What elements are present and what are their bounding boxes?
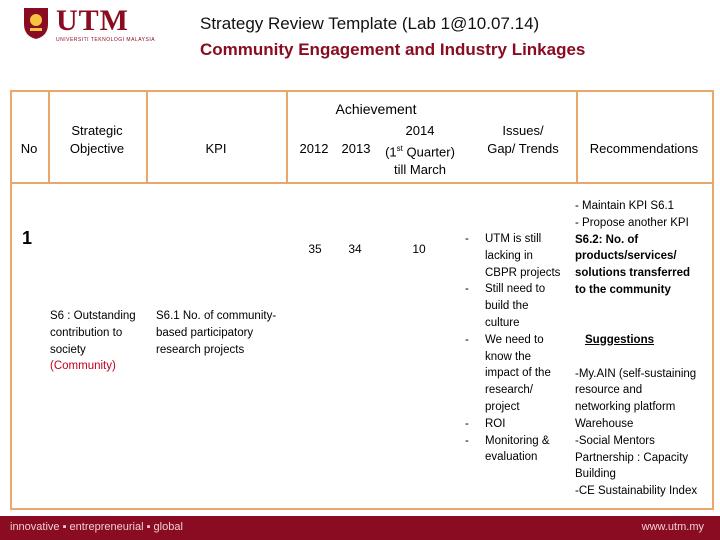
issue-line: build the [485,300,529,313]
footer-slogan: innovative ▪ entrepreneurial ▪ global [10,521,183,533]
recommendations-cell [575,198,715,500]
kpi-line3: research projects [156,343,245,356]
issue-line: Still need to [485,283,546,296]
suggestion-line: Building [575,468,616,481]
rec-line: S6.2: No. of [575,233,639,246]
table-border-top [10,90,714,92]
objective-line3: society [50,343,86,356]
header-2014-line1: 2014 [405,123,435,138]
objective-cell [50,308,148,375]
objective-line2: contribution to [50,326,123,339]
header-2014-sup: st [396,144,403,153]
issue-line: CBPR projects [485,266,561,279]
rec-line: - Propose another KPI [575,216,689,229]
rec-spacer [575,349,715,366]
header-objective [48,122,146,158]
header-2014-quarter-b: Quarter) [402,144,455,160]
issue-item [465,416,577,433]
suggestions-heading: Suggestions [585,333,655,346]
header-year-2012: 2012 [299,141,329,156]
strategy-table [10,90,714,510]
issue-line: culture [485,316,520,329]
header-issues [472,122,574,158]
suggestion-line: resource and [575,384,643,397]
logo-wordmark: UTM [56,4,129,37]
issue-line: UTM is still [485,233,542,245]
kpi-line2: based participatory [156,326,254,339]
issue-line: know the [485,350,532,363]
suggestion-line: -CE Sustainability Index [575,485,698,498]
header-2014-line3: till March [393,162,446,178]
col-divider-issues [576,90,578,182]
issue-line: evaluation [485,451,538,464]
issues-list [465,231,577,466]
issue-line: research/ [485,384,533,397]
issue-line: Monitoring & [485,434,550,447]
suggestion-line: networking platform [575,401,676,414]
logo-tagline: UNIVERSITI TEKNOLOGI MALAYSIA [56,37,156,43]
suggestion-line: Warehouse [575,417,634,430]
header-no: No [20,141,38,156]
objective-line4: (Community) [50,360,116,373]
rec-line: to the community [575,283,671,296]
issue-line: We need to [485,333,544,346]
issue-item [465,281,577,331]
footer-bar [0,516,720,540]
issue-line: ROI [485,417,506,430]
suggestion-line: -My.AIN (self-sustaining [575,367,697,380]
rec-line: products/services/ [575,250,677,263]
page-subtitle: Community Engagement and Industry Linkages [200,40,586,59]
suggestion-line: Partnership : Capacity [575,451,689,464]
kpi-line1: S6.1 No. of community- [156,310,277,322]
issue-dash: - [465,333,469,346]
issue-line: project [485,400,520,413]
header-year-2014 [370,122,470,179]
page-title: Strategy Review Template (Lab 1@10.07.14) [200,14,540,33]
header-recommendations: Recommendations [589,141,699,156]
header-2014-quarter-a: (1 [385,144,397,160]
objective-line1: S6 : Outstanding [50,310,136,322]
kpi-cell [156,308,296,358]
crest-icon [22,6,50,40]
issue-dash: - [465,417,469,430]
header-issues-line2: Gap/ Trends [487,141,559,156]
header-objective-line1: Strategic [71,123,123,138]
header-achievement: Achievement [335,101,417,117]
issue-line: lacking in [485,249,533,262]
header-objective-line2: Objective [69,141,125,156]
footer-url[interactable]: www.utm.my [641,521,704,533]
value-2013: 34 [348,242,362,256]
row-number: 1 [22,228,33,248]
rec-spacer [575,299,715,332]
suggestion-line: -Social Mentors [575,434,655,447]
rec-line: solutions transferred [575,267,691,280]
issue-item [465,433,577,467]
col-divider-objective [146,90,148,182]
value-2014: 10 [412,242,426,256]
issue-dash: - [465,283,469,296]
issue-item [465,231,577,281]
issue-dash: - [465,233,469,245]
utm-logo [22,4,182,46]
issue-line: impact of the [485,367,551,380]
rec-line: - Maintain KPI S6.1 [575,200,675,212]
table-border-bottom [10,508,714,510]
header-issues-line1: Issues/ [502,123,544,138]
issue-item [465,332,577,416]
value-2012: 35 [308,242,322,256]
header-year-2013: 2013 [341,141,371,156]
header-2014-line2 [370,140,470,161]
header-kpi: KPI [205,141,227,156]
issue-dash: - [465,434,469,447]
header-divider [10,182,714,184]
